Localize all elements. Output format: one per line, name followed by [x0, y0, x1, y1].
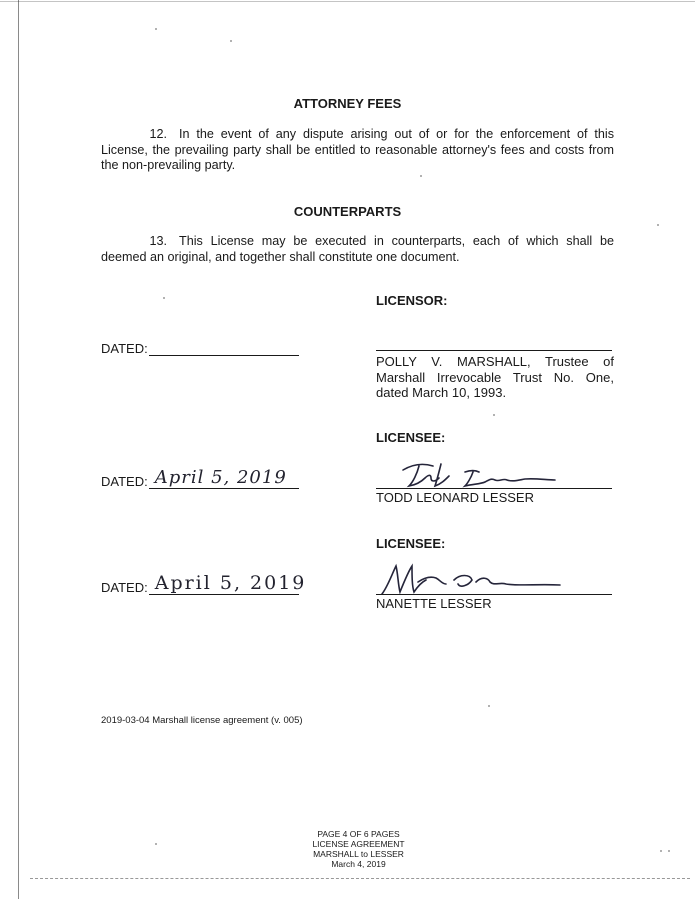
licensee-2-dated-row: [101, 572, 307, 595]
scan-speck: [668, 850, 670, 852]
scan-speck: [155, 843, 157, 845]
licensee-1-dated-label: DATED:: [101, 474, 148, 489]
scan-speck: [660, 850, 662, 852]
licensee-1-name: TODD LEONARD LESSER: [376, 490, 534, 505]
licensee-2-label: LICENSEE:: [376, 536, 446, 551]
licensee-1-signature: [395, 458, 565, 492]
licensee-1-signature-line[interactable]: [376, 488, 612, 489]
attorney-fees-paragraph: [101, 127, 614, 174]
scan-speck: [155, 28, 157, 30]
page-footer: [0, 829, 695, 869]
scan-speck: [420, 175, 422, 177]
licensor-name: POLLY V. MARSHALL, Trustee of Marshall Irrevocable Trust No. One, dated March 10, 1993.: [376, 354, 614, 400]
licensee-2-dated-label: DATED:: [101, 580, 148, 595]
document-reference: 2019-03-04 Marshall license agreement (v. 005): [101, 715, 303, 726]
licensor-date-field[interactable]: [149, 337, 299, 356]
counterparts-heading: COUNTERPARTS: [293, 204, 402, 219]
attorney-fees-heading: ATTORNEY FEES: [293, 96, 402, 111]
scan-edge-left: [18, 0, 19, 899]
licensee-1-date-field[interactable]: [149, 467, 299, 489]
counterparts-text: This License may be executed in counterparts, each of which shall be deemed an original, and together shall constitute one document.: [101, 234, 614, 264]
licensee-2-date-field[interactable]: [149, 572, 307, 595]
counterparts-paragraph: [101, 234, 614, 265]
licensee-1-dated-row: [101, 467, 299, 489]
agreement-title: LICENSE AGREEMENT: [312, 839, 405, 849]
licensee-1-date-value: April 5, 2019: [154, 467, 287, 488]
page-number: PAGE 4 OF 6 PAGES: [317, 829, 400, 839]
scan-speck: [488, 705, 490, 707]
scan-edge-bottom: [30, 878, 690, 879]
agreement-date: March 4, 2019: [331, 859, 386, 869]
attorney-fees-text: In the event of any dispute arising out of or for the enforcement of this License, the prevailing party shall be entitled to reasonable attorney's fees and costs from the non-prevailing party.: [101, 127, 614, 172]
scan-speck: [230, 40, 232, 42]
licensee-1-label: LICENSEE:: [376, 430, 446, 445]
paragraph-number-13: 13.: [149, 234, 167, 248]
licensor-signature-line[interactable]: [376, 350, 612, 351]
agreement-parties: MARSHALL to LESSER: [313, 849, 404, 859]
licensor-dated-row: [101, 337, 299, 356]
paragraph-number-12: 12.: [149, 127, 167, 141]
licensee-2-date-value: April 5, 2019: [154, 572, 307, 594]
scan-speck: [657, 224, 659, 226]
licensee-2-name: NANETTE LESSER: [376, 596, 492, 611]
scan-speck: [493, 414, 495, 416]
scan-speck: [163, 297, 165, 299]
licensor-label: LICENSOR:: [376, 293, 448, 308]
licensee-2-signature-line[interactable]: [376, 594, 612, 595]
licensor-dated-label: DATED:: [101, 341, 148, 356]
scan-edge-top: [0, 1, 695, 2]
